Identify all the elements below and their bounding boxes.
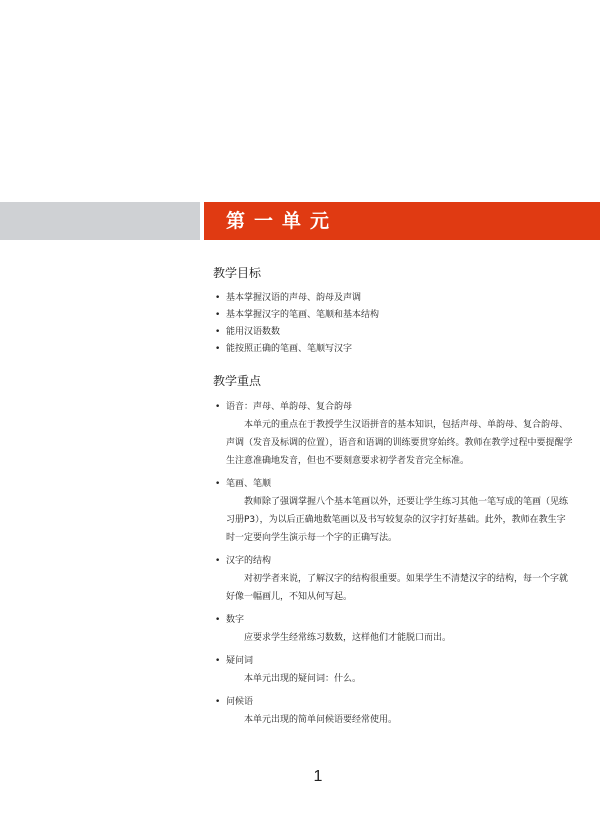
page-number: 1	[313, 768, 323, 785]
goal-item	[213, 290, 573, 307]
bullet-icon: •	[215, 556, 221, 566]
key-point-item	[213, 475, 573, 547]
key-point-item	[213, 652, 573, 688]
bullet-icon: •	[215, 479, 221, 489]
key-points-section	[213, 373, 573, 734]
teaching-goals-section	[213, 265, 573, 358]
bullet-icon: •	[215, 344, 221, 354]
key-point-item	[213, 693, 573, 729]
key-point-body: 对初学者来说，了解汉字的结构很重要。如果学生不清楚汉字的结构，每一个字就好像一幅画儿，不知从何写起。	[226, 574, 569, 602]
bullet-icon: •	[215, 615, 221, 625]
key-point-body: 应要求学生经常练习数数，这样他们才能脱口而出。	[244, 633, 452, 643]
bullet-icon: •	[215, 327, 221, 337]
goal-item	[213, 324, 573, 341]
key-points-list	[213, 398, 573, 729]
key-point-title: 汉字的结构	[226, 556, 272, 566]
goal-text: 基本掌握汉字的笔画、笔顺和基本结构	[226, 310, 380, 320]
goal-text: 能用汉语数数	[226, 327, 281, 337]
key-point-title: 问候语	[226, 697, 254, 707]
key-point-item	[213, 552, 573, 606]
bullet-icon: •	[215, 402, 221, 412]
key-point-item	[213, 398, 573, 470]
bullet-icon: •	[215, 310, 221, 320]
unit-title: 第一单元	[226, 210, 339, 232]
bullet-icon: •	[215, 293, 221, 303]
key-point-body: 本单元出现的疑问词：什么。	[244, 674, 362, 684]
goal-item	[213, 307, 573, 324]
goal-item	[213, 341, 573, 358]
key-point-item	[213, 611, 573, 647]
teaching-goals-heading: 教学目标	[213, 266, 262, 280]
header-grey-bar	[0, 202, 200, 240]
goal-text: 能按照正确的笔画、笔顺写汉字	[226, 344, 353, 354]
bullet-icon: •	[215, 656, 221, 666]
key-point-title: 数字	[226, 615, 245, 625]
key-point-body: 教师除了强调掌握八个基本笔画以外，还要让学生练习其他一笔写成的笔画（见练习册P3），为以后正确地数笔画以及书写较复杂的汉字打好基础。此外，教师在教生字时一定要向学生演示每一个字的正确写法。	[226, 497, 569, 543]
key-point-title: 语音：声母、单韵母、复合韵母	[226, 402, 353, 412]
unit-banner	[204, 202, 600, 240]
goal-text: 基本掌握汉语的声母、韵母及声调	[226, 293, 362, 303]
key-points-heading: 教学重点	[213, 374, 262, 388]
key-point-title: 疑问词	[226, 656, 254, 666]
key-point-body: 本单元出现的简单问候语要经常使用。	[244, 715, 398, 725]
teaching-goals-list	[213, 290, 573, 358]
key-point-body: 本单元的重点在于教授学生汉语拼音的基本知识，包括声母、单韵母、复合韵母、声调（发音及标调的位置），语音和语调的训练要贯穿始终。教师在教学过程中要提醒学生注意准确地发音，但也不要刻意要求初学者发音完全标准。	[226, 420, 573, 466]
bullet-icon: •	[215, 697, 221, 707]
key-point-title: 笔画、笔顺	[226, 479, 272, 489]
